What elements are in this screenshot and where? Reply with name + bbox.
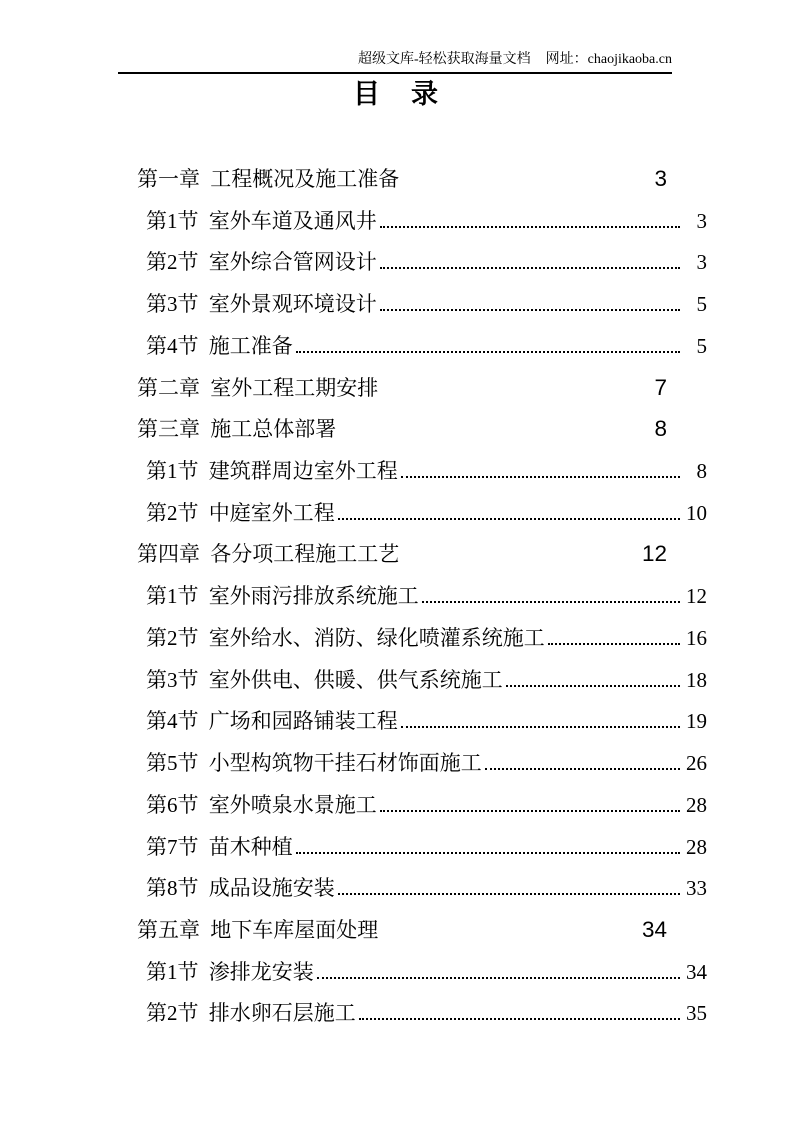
toc-entry-page: 34 <box>641 916 667 942</box>
toc-entry-page: 28 <box>686 834 707 859</box>
toc-entry-label: 第5节 小型构筑物干挂石材饰面施工 <box>146 751 482 776</box>
page-title: 目 录 <box>353 79 440 109</box>
toc-entry-label: 第一章 工程概况及施工准备 <box>137 167 400 191</box>
toc-entry-chapter[interactable] <box>137 917 707 959</box>
toc-entry-label: 第3节 室外景观环境设计 <box>146 292 377 317</box>
toc-entry-label: 第三章 施工总体部署 <box>137 417 337 442</box>
toc-entry-section[interactable] <box>137 291 707 333</box>
toc-entry-section[interactable] <box>137 959 707 1001</box>
toc-entry-page: 5 <box>696 292 707 317</box>
toc-entry-label: 第7节 苗木种植 <box>146 834 293 859</box>
toc-entry-label: 第1节 渗排龙安装 <box>146 959 314 984</box>
toc-dotted-leader <box>338 518 680 520</box>
toc-dotted-leader <box>422 601 680 603</box>
toc-dotted-leader <box>401 726 680 728</box>
toc-entry-label: 第2节 室外综合管网设计 <box>146 250 377 275</box>
header-site-url: 网址：chaojikaoba.cn <box>545 52 672 67</box>
toc-entry-chapter[interactable] <box>137 166 707 208</box>
toc-dotted-leader <box>296 852 680 854</box>
toc-entry-page: 12 <box>686 584 707 609</box>
toc-entry-page: 33 <box>686 876 707 901</box>
toc-entry-page: 28 <box>686 792 707 817</box>
toc-entry-section[interactable] <box>137 500 707 542</box>
toc-entry-page: 16 <box>686 625 707 650</box>
toc-entry-label: 第二章 室外工程工期安排 <box>137 375 379 400</box>
toc-entry-label: 第1节 建筑群周边室外工程 <box>146 459 398 484</box>
toc-entry-section[interactable] <box>137 750 707 792</box>
toc-entry-chapter[interactable] <box>137 375 707 417</box>
toc-entry-section[interactable] <box>137 875 707 917</box>
toc-entry-label: 第4节 广场和园路铺装工程 <box>146 709 398 734</box>
toc-entry-section[interactable] <box>137 249 707 291</box>
toc-dotted-leader <box>548 643 680 645</box>
toc-entry-page: 10 <box>686 500 707 525</box>
toc-entry-page: 3 <box>696 208 707 233</box>
toc-entry-label: 第3节 室外供电、供暖、供气系统施工 <box>146 667 503 692</box>
toc-entry-section[interactable] <box>137 667 707 709</box>
toc-dotted-leader <box>338 893 680 895</box>
toc-entry-page: 3 <box>654 166 667 191</box>
toc-dotted-leader <box>317 977 680 979</box>
toc-entry-label: 第五章 地下车库屋面处理 <box>137 917 379 942</box>
toc-entry-page: 19 <box>686 709 707 734</box>
toc-entry-section[interactable] <box>137 834 707 876</box>
toc-entry-section[interactable] <box>137 208 707 250</box>
toc-dotted-leader <box>380 226 680 228</box>
toc-entry-label: 第2节 室外给水、消防、绿化喷灌系统施工 <box>146 625 545 650</box>
toc-entry-page: 34 <box>686 959 707 984</box>
toc-entry-section[interactable] <box>137 792 707 834</box>
toc-entry-chapter[interactable] <box>137 541 707 583</box>
toc-dotted-leader <box>296 351 680 353</box>
toc-entry-label: 第1节 室外雨污排放系统施工 <box>146 584 419 609</box>
toc-list <box>137 166 707 1042</box>
toc-entry-label: 第8节 成品设施安装 <box>146 876 335 901</box>
toc-dotted-leader <box>380 267 680 269</box>
toc-dotted-leader <box>506 685 680 687</box>
toc-entry-page: 12 <box>641 541 667 567</box>
toc-entry-page: 35 <box>686 1001 707 1026</box>
toc-entry-page: 5 <box>696 333 707 358</box>
toc-entry-label: 第2节 中庭室外工程 <box>146 500 335 525</box>
toc-entry-chapter[interactable] <box>137 416 707 458</box>
toc-entry-label: 第6节 室外喷泉水景施工 <box>146 792 377 817</box>
toc-entry-page: 8 <box>654 416 667 442</box>
toc-entry-label: 第4节 施工准备 <box>146 333 293 358</box>
toc-entry-label: 第1节 室外车道及通风井 <box>146 208 377 233</box>
toc-entry-page: 7 <box>654 374 667 400</box>
header-watermark-text: 超级文库-轻松获取海量文档 <box>357 52 531 67</box>
toc-entry-page: 18 <box>686 667 707 692</box>
toc-entry-page: 8 <box>696 459 707 484</box>
page-header <box>118 51 672 74</box>
toc-dotted-leader <box>401 476 680 478</box>
toc-entry-section[interactable] <box>137 708 707 750</box>
toc-entry-section[interactable] <box>137 625 707 667</box>
toc-entry-page: 3 <box>696 250 707 275</box>
toc-dotted-leader <box>485 768 680 770</box>
toc-entry-section[interactable] <box>137 1000 707 1042</box>
toc-entry-section[interactable] <box>137 583 707 625</box>
toc-dotted-leader <box>380 309 680 311</box>
toc-entry-label: 第四章 各分项工程施工工艺 <box>137 542 400 567</box>
toc-dotted-leader <box>359 1018 680 1020</box>
toc-entry-page: 26 <box>686 751 707 776</box>
toc-dotted-leader <box>380 810 680 812</box>
toc-entry-section[interactable] <box>137 333 707 375</box>
toc-entry-label: 第2节 排水卵石层施工 <box>146 1001 356 1026</box>
toc-entry-section[interactable] <box>137 458 707 500</box>
